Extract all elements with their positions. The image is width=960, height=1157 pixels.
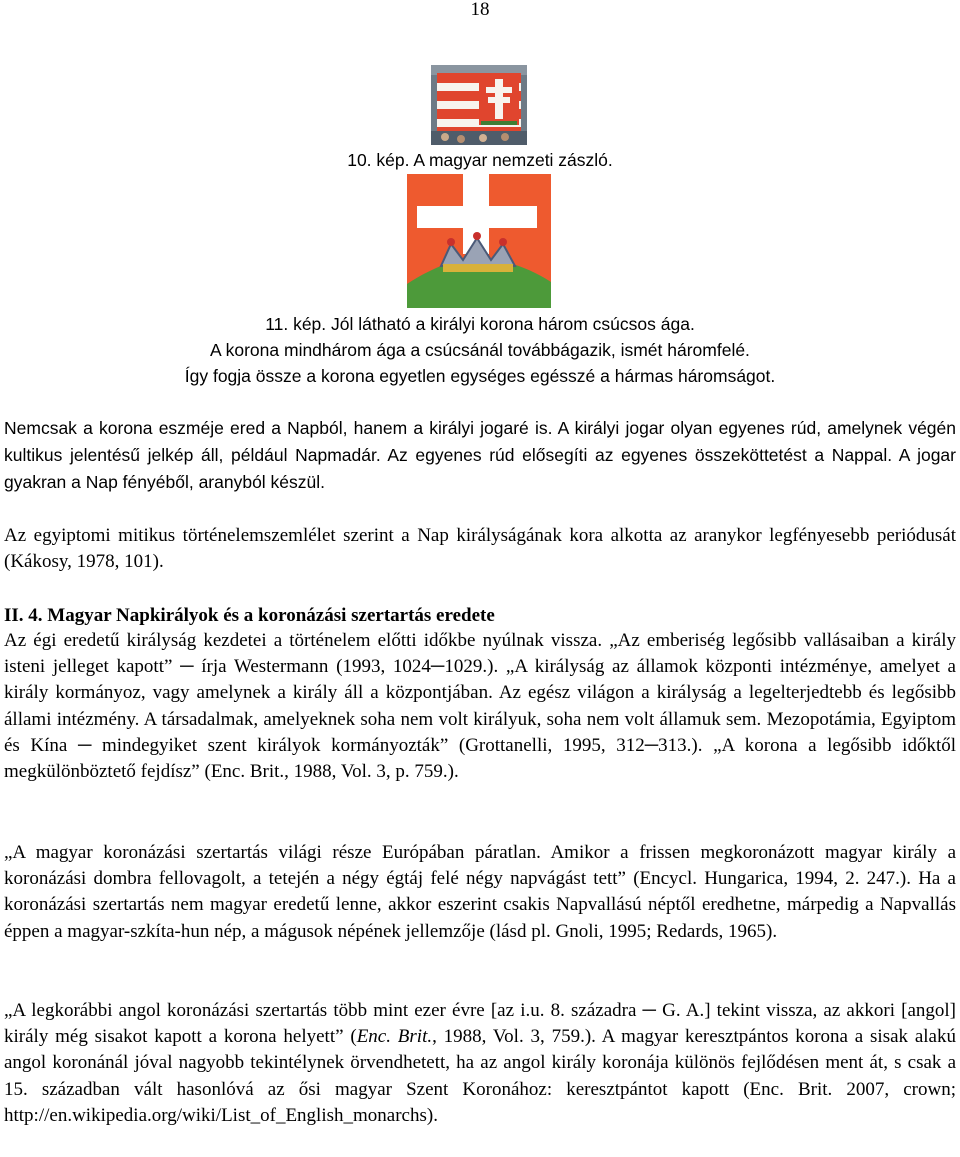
paragraph-kingship: Az égi eredetű királyság kezdetei a történelem előtti időkbe nyúlnak vissza. „Az emberiség legősibb vallásaiban a király isteni jelleget kapott” ─ írja Westermann (1993, 1024─1029.). „A királyság az államok központi intézménye, amelyet a király kormányoz, vagy amelynek a király áll a központjában. Az egész világon a királyság a legelterjedtebb és legősibb állami intézmény. A társadalmak, amelyeknek soha nem volt királyuk, soha nem volt államuk sem. Mezopotámia, Egyiptom és Kína ─ mindegyiket szent királyok kormányozták” (Grottanelli, 1995, 312─313.). „A korona a legősibb időktől megkülönböztető fejdísz” (Enc. Brit., 1988, Vol. 3, p. 759.). [4, 630, 956, 783]
figure-10-caption: 10. kép. A magyar nemzeti zászló. [347, 150, 613, 170]
royal-crown-image [407, 174, 551, 308]
paragraph-english-crown-part-2: , 1988, Vol. 3, 759.). A magyar keresztpántos korona a sisak alakú angol koronánál jóval nagyobb tekintélynek örvendhetett, ha az angol király koronája különös fejlődésen ment át, s csak a 15. században vált hasonlóvá az ősi magyar Szent Koronához: keresztpántot kapott (Enc. Brit. 2007, crown; http://en.wikipedia.org/wiki/List_of_English_monarchs). [4, 1026, 956, 1126]
figure-11-caption-line-2: A korona mindhárom ága a csúcsánál továbbágazik, ismét háromfelé. [210, 340, 750, 360]
paragraph-coronation: „A magyar koronázási szertartás világi része Európában páratlan. Amikor a frissen megkoronázott magyar király a koronázási dombra fellovagolt, a tetején a négy égtáj felé négy napvágást tett” (Encycl. Hungarica, 1994, 2. 247.). Ha a koronázási szertartás nem magyar eredetű lenne, akkor eszerint csakis Napvallású néptől eredhetne, márpedig a Napvallás éppen a magyar-szkíta-hun nép, a mágusok népének jellemzője (lásd pl. Gnoli, 1995; Redards, 1965). [4, 842, 956, 942]
paragraph-egyptian: Az egyiptomi mitikus történelemszemlélet szerint a Nap királyságának kora alkotta az aranykor legfényesebb periódusát (Kákosy, 1978, 101). [4, 525, 956, 573]
page-number: 18 [470, 0, 490, 20]
hungarian-flag-image [431, 65, 527, 145]
paragraph-english-crown-part-1: „A legkorábbi angol koronázási szertartás több mint ezer évre [az i.u. 8. századra ─ G. A.] tekint vissza, az akkori [angol] király még sisakot kapott a korona helyett” ( [4, 1000, 956, 1048]
paragraph-scepter: Nemcsak a korona eszméje ered a Napból, hanem a királyi jogaré is. A királyi jogar olyan egyenes rúd, amelynek végén kultikus jelentésű jelkép áll, például Napmadár. Az egyenes rúd elősegíti az egyenes összeköttetést a Nappal. A jogar gyakran a Nap fényéből, aranyból készül. [4, 418, 956, 492]
figure-11-caption-line-3: Így fogja össze a korona egyetlen egységes egésszé a hármas háromságot. [184, 366, 776, 386]
section-heading: II. 4. Magyar Napkirályok és a koronázási szertartás eredete [4, 605, 495, 626]
paragraph-english-crown-citation: Enc. Brit. [356, 1026, 433, 1048]
figure-11-caption-line-1: 11. kép. Jól látható a királyi korona három csúcsos ága. [265, 314, 695, 334]
paragraph-english-crown [4, 998, 956, 1129]
